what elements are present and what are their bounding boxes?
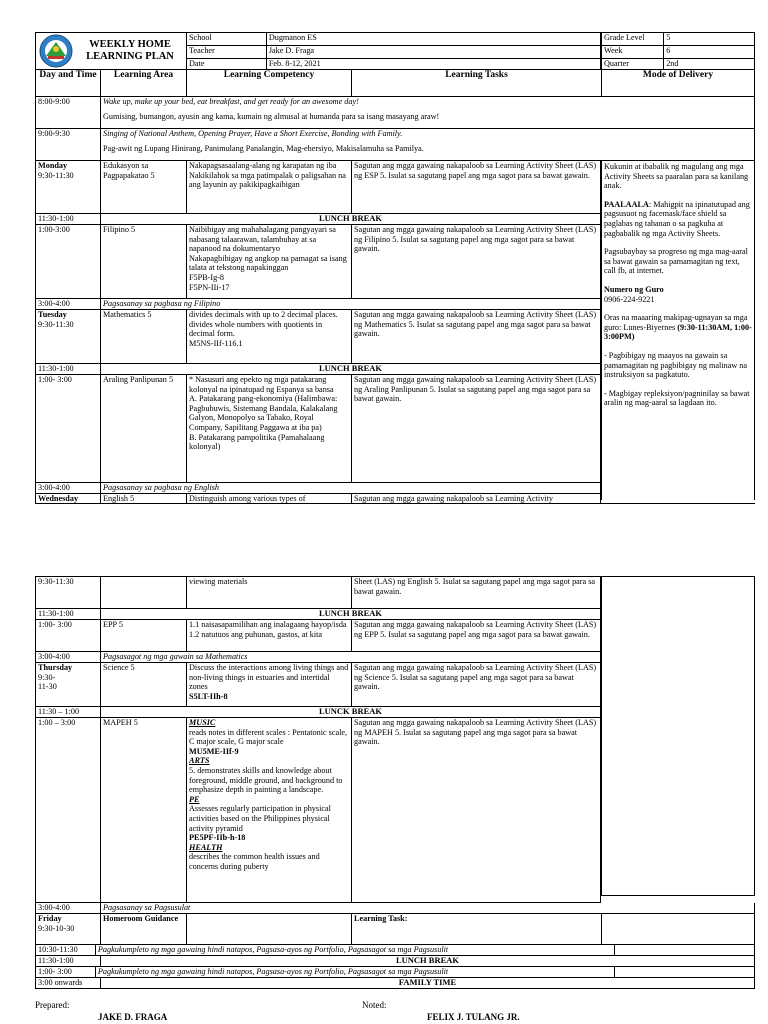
thursday-competency: Discuss the interactions among living things and non-living things in estuaries and intertidal zones xyxy=(189,663,349,692)
reading-time-1: 3:00-4:00 xyxy=(35,299,100,309)
math-practice-activity: Pagsasagot ng mga gawain sa Mathematics xyxy=(100,652,601,662)
header-right-fields xyxy=(601,33,755,69)
mapeh-task: Sagutan ang mgga gawaing nakapaloob sa Learning Activity Sheet (LAS) ng MAPEH 5. Isulat sa sagutang papel ang mga sagot para sa bawat gawain. xyxy=(351,718,601,902)
mode-of-delivery-cell-2 xyxy=(601,577,755,896)
intro-en-1: Wake up, make up your bed, eat breakfast, and get ready for an awesome day! xyxy=(103,97,359,106)
friday-100-mode xyxy=(614,967,755,977)
prepared-label: Prepared: xyxy=(35,1000,70,1010)
health-text: describes the common health issues and concerns during puberty xyxy=(189,852,320,871)
wednesday-area-cont xyxy=(100,577,186,608)
thursday-competency-cell xyxy=(186,663,351,706)
music-code: MU5ME-IIf-9 xyxy=(189,746,239,756)
week-label: Week xyxy=(604,46,623,55)
paalala-text: : Mahigpit na ipinatutupad ang pagsusuot ng facemask/face shield sa paglabas ng tahanan o sa pagkuha at pagbabalik ng mga Activity Sheets. xyxy=(604,199,750,238)
title-line-1: WEEKLY HOME xyxy=(89,39,171,50)
mode-oras xyxy=(604,313,752,342)
writing-activity: Pagsasanay sa Pagsusulat xyxy=(100,903,755,913)
quarter-value: 2nd xyxy=(663,59,754,69)
friday-area: Homeroom Guidance xyxy=(100,914,186,944)
intro-activity-2 xyxy=(100,129,755,160)
intro-en-2: Singing of National Anthem, Opening Prayer, Have a Short Exercise, Bonding with Family. xyxy=(103,129,403,138)
friday-task: Learning Task: xyxy=(351,914,601,944)
wednesday-area: English 5 xyxy=(100,494,186,503)
ap-competency: * Nasusuri ang epekto ng mga patakarang kolonyal na ipinatupad ng Espanya sa bansa A. Patakarang pang-ekonomiya (Halimbawa: Pagbubuwis, Sistemang Bandala, Kalakalang Galyon, Monopolyo sa Tabako, Royal Company, Sapilitang Paggawa at iba pa) B. Patakarang pampolitika (Pamahalaang kolonyal) xyxy=(186,375,351,482)
friday-cell xyxy=(35,914,100,944)
oras-text: Oras na maaaring makipag-ugnayan sa mga guro: Lunes-Biyernes xyxy=(604,313,748,332)
mode-of-delivery-cell xyxy=(601,161,755,500)
filipino-competency: Naibibigay ang mahahalagang pangyayari sa nabasang talaarawan, talambuhay at sa napanood na dokumentaryo Nakapagbibigay ng angkop na pamagat sa isang talata at tekstong napakinggan F5PB-Ig-8 F5PN-IIi-17 xyxy=(186,225,351,298)
lunch-time-2: 11:30-1:00 xyxy=(35,364,100,374)
col-learning-competency: Learning Competency xyxy=(186,70,351,96)
wednesday-task: Sagutan ang mgga gawaing nakapaloob sa Learning Activity xyxy=(351,494,601,503)
tuesday-task: Sagutan ang mgga gawaing nakapaloob sa Learning Activity Sheet (LAS) ng Mathematics 5. Isulat sa sagutang papel ang mga sagot para sa bawat gawain. xyxy=(351,310,601,363)
teacher-value: Jake D. Fraga xyxy=(266,46,601,58)
lunch-break-1: LUNCH BREAK xyxy=(100,214,601,224)
col-learning-tasks: Learning Tasks xyxy=(351,70,601,96)
lunch-break-4: LUNCK BREAK xyxy=(100,707,601,717)
thursday-code: S5LT-IIh-8 xyxy=(189,691,228,701)
ap-area: Araling Panlipunan 5 xyxy=(100,375,186,482)
col-mode-of-delivery: Mode of Delivery xyxy=(601,70,755,96)
friday-1130-time: 11:30-1:00 xyxy=(35,956,100,966)
prepared-name: JAKE D. FRAGA xyxy=(98,1012,168,1022)
reading-activity-1: Pagsasanay sa pagbasa ng Filipino xyxy=(100,299,601,309)
tuesday-cell xyxy=(35,310,100,363)
friday-day: Friday xyxy=(38,914,62,923)
monday-competency: Nakapagsasaalang-alang ng karapatan ng iba Nakikilahok sa mga patimpalak o paligsahan na ang layunin ay pakikipagkaibigan xyxy=(186,161,351,213)
epp-time: 1:00- 3:00 xyxy=(35,620,100,651)
monday-time: 9:30-11:30 xyxy=(38,170,74,180)
paalala-label: PAALAALA xyxy=(604,199,649,209)
lunch-break-5: LUNCH BREAK xyxy=(100,956,755,966)
intro-fil-1: Gumising, bumangon, ayusin ang kama, kumain ng almusal at humanda para sa isang masayang araw! xyxy=(103,111,440,121)
filipino-area: Filipino 5 xyxy=(100,225,186,298)
wednesday-task-cont: Sheet (LAS) ng English 5. Isulat sa sagutang papel ang mga sagot para sa bawat gawain. xyxy=(351,577,601,608)
tuesday-day: Tuesday xyxy=(38,310,67,319)
friday-1030-time: 10:30-11:30 xyxy=(35,945,95,955)
signatures xyxy=(0,1000,768,1024)
wednesday-day: Wednesday xyxy=(35,494,100,503)
mode-p6: - Magbigay repleksiyon/pagninilay sa bawat aralin ng mag-aaral sa lagdaan ito. xyxy=(604,388,750,408)
music-heading: MUSIC xyxy=(189,718,216,727)
noted-label: Noted: xyxy=(362,1000,387,1010)
col-learning-area: Learning Area xyxy=(100,70,186,96)
epp-task: Sagutan ang mgga gawaing nakapaloob sa Learning Activity Sheet (LAS) ng EPP 5. Isulat sa sagutang papel ang mga sagot para sa bawat gawain. xyxy=(351,620,601,651)
mode-p5: - Pagbibigay ng maayos na gawain sa pamamagitan ng pagbibigay ng malinaw na instruksiyon sa pagkatuto. xyxy=(604,350,748,380)
writing-time: 3:00-4:00 xyxy=(35,903,100,913)
grade-level-value: 5 xyxy=(663,33,754,45)
friday-300-time: 3:00 onwards xyxy=(35,978,100,988)
school-label: School xyxy=(189,33,212,42)
page-2 xyxy=(0,560,768,1024)
filipino-task: Sagutan ang mgga gawaing nakapaloob sa Learning Activity Sheet (LAS) ng Filipino 5. Isulat sa sagutang papel ang mga sagot para sa bawat gawain. xyxy=(351,225,601,298)
title-cell xyxy=(35,33,186,69)
friday-competency xyxy=(186,914,351,944)
epp-competency: 1.1 naisasapamilihan ang inalagaang hayop/isda 1.2 natutuos ang puhunan, gastos, at kita xyxy=(186,620,351,651)
lunch-time-4: 11:30 – 1:00 xyxy=(35,707,100,717)
thursday-task: Sagutan ang mgga gawaing nakapaloob sa Learning Activity Sheet (LAS) ng Science 5. Isulat sa sagutang papel ang mga sagot para sa bawat gawain. xyxy=(351,663,601,706)
grade-level-label: Grade Level xyxy=(604,33,645,42)
wednesday-time: 9:30-11:30 xyxy=(35,577,100,608)
title-line-2: LEARNING PLAN xyxy=(86,51,174,62)
pe-text: Assesses regularly participation in physical activities based on the Philippines physical activity pyramid xyxy=(189,804,331,833)
numero-label: Numero ng Guro xyxy=(604,284,664,294)
tuesday-competency: divides decimals with up to 2 decimal places. divides whole numbers with quotients in decimal form. M5NS-IIf-116.1 xyxy=(186,310,351,363)
thursday-cell xyxy=(35,663,100,706)
date-label: Date xyxy=(189,59,205,68)
mode-p1: Kukunin at ibabalik ng magulang ang mga Activity Sheets sa paaralan para sa kanilang anak. xyxy=(604,162,749,191)
mode-paalala xyxy=(604,200,752,238)
friday-100-time: 1:00- 3:00 xyxy=(35,967,95,977)
arts-text: 5. demonstrates skills and knowledge about foreground, middle ground, and background to emphasize depth in painting a landscape. xyxy=(189,765,343,795)
mapeh-time: 1:00 – 3:00 xyxy=(35,718,100,902)
week-value: 6 xyxy=(663,46,754,58)
filipino-time: 1:00-3:00 xyxy=(35,225,100,298)
numero-value: 0906-224-9221 xyxy=(604,294,655,304)
lunch-break-2: LUNCH BREAK xyxy=(100,364,601,374)
plan-table-page-2 xyxy=(35,576,755,989)
lunch-time-3: 11:30-1:00 xyxy=(35,609,100,619)
wednesday-competency-cont: viewing materials xyxy=(186,577,351,608)
school-value: Dugmanon ES xyxy=(266,33,601,45)
music-text: reads notes in different scales : Pentatonic scale, C major scale, G major scale xyxy=(189,727,348,747)
monday-day: Monday xyxy=(38,161,68,170)
date-value: Feb. 8-12, 2021 xyxy=(266,59,601,69)
thursday-time: 9:30- 11-30 xyxy=(38,672,57,692)
deped-logo-icon xyxy=(38,34,74,68)
friday-100-activity: Pagkukumpleto ng mga gawaing hindi natapos, Pagsasa-ayos ng Portfolio, Pagsasagot sa mga Pagsusulit xyxy=(95,967,614,977)
family-time: FAMILY TIME xyxy=(100,978,755,988)
quarter-label: Quarter xyxy=(604,59,630,68)
math-practice-time: 3:00-4:00 xyxy=(35,652,100,662)
lunch-time-1: 11:30-1:00 xyxy=(35,214,100,224)
wednesday-competency: Distinguish among various types of xyxy=(186,494,351,503)
intro-fil-2: Pag-awit ng Lupang Hinirang, Panimulang Panalangin, Mag-ehersiyo, Makisalamuha sa Pamilya. xyxy=(103,143,424,153)
ap-time: 1:00- 3:00 xyxy=(35,375,100,482)
health-heading: HEALTH xyxy=(189,842,223,852)
header-fields xyxy=(186,33,601,69)
ap-task: Sagutan ang mgga gawaing nakapaloob sa Learning Activity Sheet (LAS) ng Araling Panlipunan 5. Isulat sa sagutang papel ang mga sagot para sa bawat gawain. xyxy=(351,375,601,482)
monday-area: Edukasyon sa Pagpapakatao 5 xyxy=(100,161,186,213)
friday-1030-activity: Pagkukumpleto ng mga gawaing hindi natapos, Pagsasa-ayos ng Portfolio, Pagsasagot sa mga Pagsusulit xyxy=(95,945,614,955)
friday-1030-mode xyxy=(614,945,755,955)
reading-activity-2: Pagsasanay sa pagbasa ng English xyxy=(100,483,601,493)
lunch-break-3: LUNCH BREAK xyxy=(100,609,601,619)
friday-mode xyxy=(601,914,755,944)
thursday-day: Thursday xyxy=(38,663,73,672)
mapeh-competency xyxy=(186,718,351,902)
monday-cell xyxy=(35,161,100,213)
tuesday-area: Mathematics 5 xyxy=(100,310,186,363)
intro-activity-1 xyxy=(100,97,755,128)
tuesday-time: 9:30-11:30 xyxy=(38,319,74,329)
reading-time-2: 3:00-4:00 xyxy=(35,483,100,493)
monday-task: Sagutan ang mgga gawaing nakapaloob sa Learning Activity Sheet (LAS) ng ESP 5. Isulat sa sagutang papel ang mga sagot para sa bawat gawain. xyxy=(351,161,601,213)
thursday-area: Science 5 xyxy=(100,663,186,706)
arts-heading: ARTS xyxy=(189,756,210,766)
intro-time-1: 8:00-9:00 xyxy=(35,97,100,128)
friday-time: 9:30-10-30 xyxy=(38,923,75,933)
epp-area: EPP 5 xyxy=(100,620,186,651)
oras-bold: (9:30-11:30AM, 1:00-3:00PM) xyxy=(604,322,752,342)
intro-time-2: 9:00-9:30 xyxy=(35,129,100,160)
plan-table-page-1 xyxy=(35,32,755,504)
pe-code: PE5PF-IIb-h-18 xyxy=(189,833,246,843)
pe-heading: PE xyxy=(189,794,200,804)
mapeh-area: MAPEH 5 xyxy=(100,718,186,902)
noted-name: FELIX J. TULANG JR. xyxy=(427,1012,520,1022)
mode-p3: Pagsubaybay sa progreso ng mga mag-aaral sa bawat gawain sa pamamagitan ng text, call fb, at internet. xyxy=(604,247,748,276)
teacher-label: Teacher xyxy=(189,46,215,55)
col-day-time: Day and Time xyxy=(35,70,100,96)
